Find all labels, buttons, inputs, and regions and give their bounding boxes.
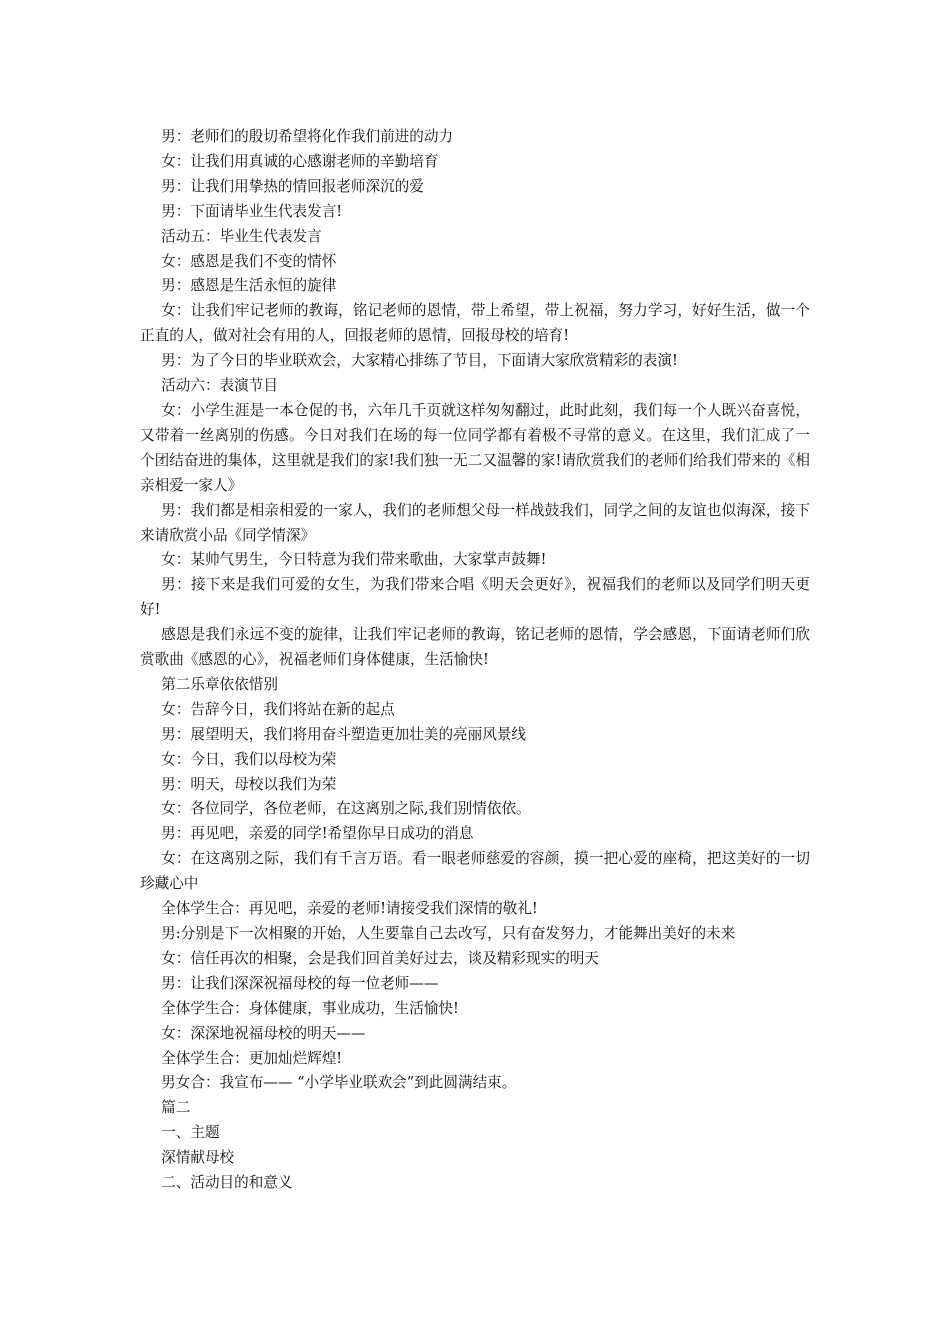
paragraph: 男：为了今日的毕业联欢会，大家精心排练了节目，下面请大家欣赏精彩的表演! [161, 352, 678, 370]
paragraph: 女：让我们牢记老师的教诲，铭记老师的恩情，带上希望，带上祝福，努力学习，好好生活，做一个正直的人，做对社会有用的人，回报老师的恩情，回报母校的培育! [140, 302, 810, 345]
paragraph: 男:分别是下一次相聚的开始，人生要靠自己去改写，只有奋发努力，才能舞出美好的未来 [161, 925, 736, 942]
section-heading: 第二乐章依依惜别 [161, 675, 278, 693]
paragraph: 男：让我们用挚热的情回报老师深沉的爱 [161, 177, 424, 195]
paragraph: 感恩是我们永远不变的旋律，让我们牢记老师的教诲，铭记老师的恩情，学会感恩，下面请老师们欣赏歌曲《感恩的心》，祝福老师们身体健康，生活愉快! [140, 626, 810, 669]
paragraph: 女：深深地祝福母校的明天—— [161, 1024, 366, 1042]
paragraph: 全体学生合：再见吧，亲爱的老师!请接受我们深情的敬礼! [161, 900, 538, 918]
paragraph: 男：接下来是我们可爱的女生，为我们带来合唱《明天会更好》，祝福我们的老师以及同学们明天更好! [140, 576, 810, 619]
paragraph: 男：感恩是生活永恒的旋律 [161, 277, 337, 295]
section-heading: 一、主题 [161, 1124, 220, 1142]
paragraph: 女：小学生涯是一本仓促的书，六年几千页就这样匆匆翻过，此时此刻，我们每一个人既兴奋喜悦，又带着一丝离别的伤感。今日对我们在场的每一位同学都有着极不寻常的意义。在这里，我们汇成了一个团结奋进的集体，这里就是我们的家!我们独一无二又温馨的家!请欣赏我们的老师们给我们带来的《相亲相爱一家人》 [140, 401, 810, 494]
document-body [140, 125, 810, 1196]
paragraph: 男：展望明天，我们将用奋斗塑造更加壮美的亮丽风景线 [161, 725, 527, 743]
paragraph: 男：明天，母校以我们为荣 [161, 775, 337, 793]
paragraph: 男：我们都是相亲相爱的一家人，我们的老师想父母一样战鼓我们，同学之间的友谊也似海深，接下来请欣赏小品《同学情深》 [140, 501, 810, 544]
section-heading: 二、活动目的和意义 [161, 1174, 293, 1192]
paragraph: 深情献母校 [161, 1149, 235, 1167]
paragraph: 男：让我们深深祝福母校的每一位老师—— [161, 974, 439, 992]
paragraph: 男：下面请毕业生代表发言! [161, 202, 343, 220]
paragraph: 女：今日，我们以母校为荣 [161, 750, 337, 768]
paragraph: 男：老师们的殷切希望将化作我们前进的动力 [161, 128, 454, 145]
paragraph: 女：各位同学，各位老师，在这离别之际,我们别情依依。 [161, 800, 531, 818]
paragraph: 男：再见吧，亲爱的同学!希望你早日成功的消息 [161, 825, 474, 843]
paragraph: 男女合：我宣布—— “小学毕业联欢会”到此圆满结束。 [161, 1074, 517, 1092]
paragraph: 女：在这离别之际，我们有千言万语。看一眼老师慈爱的容颜，摸一把心爱的座椅，把这美好的一切珍藏心中 [140, 850, 810, 893]
paragraph: 女：告辞今日，我们将站在新的起点 [161, 700, 395, 718]
section-heading: 活动六：表演节目 [161, 377, 278, 395]
paragraph: 女：让我们用真诚的心感谢老师的辛勤培育 [161, 152, 439, 170]
paragraph: 全体学生合：身体健康，事业成功，生活愉快! [161, 999, 459, 1017]
section-heading: 活动五：毕业生代表发言 [161, 227, 322, 245]
section-heading: 篇二 [161, 1099, 191, 1117]
paragraph: 全体学生合：更加灿烂辉煌! [161, 1049, 343, 1067]
paragraph: 女：某帅气男生，今日特意为我们带来歌曲，大家掌声鼓舞! [161, 551, 547, 569]
paragraph: 女：信任再次的相聚，会是我们回首美好过去，谈及精彩现实的明天 [161, 949, 599, 967]
paragraph: 女：感恩是我们不变的情怀 [161, 252, 337, 270]
